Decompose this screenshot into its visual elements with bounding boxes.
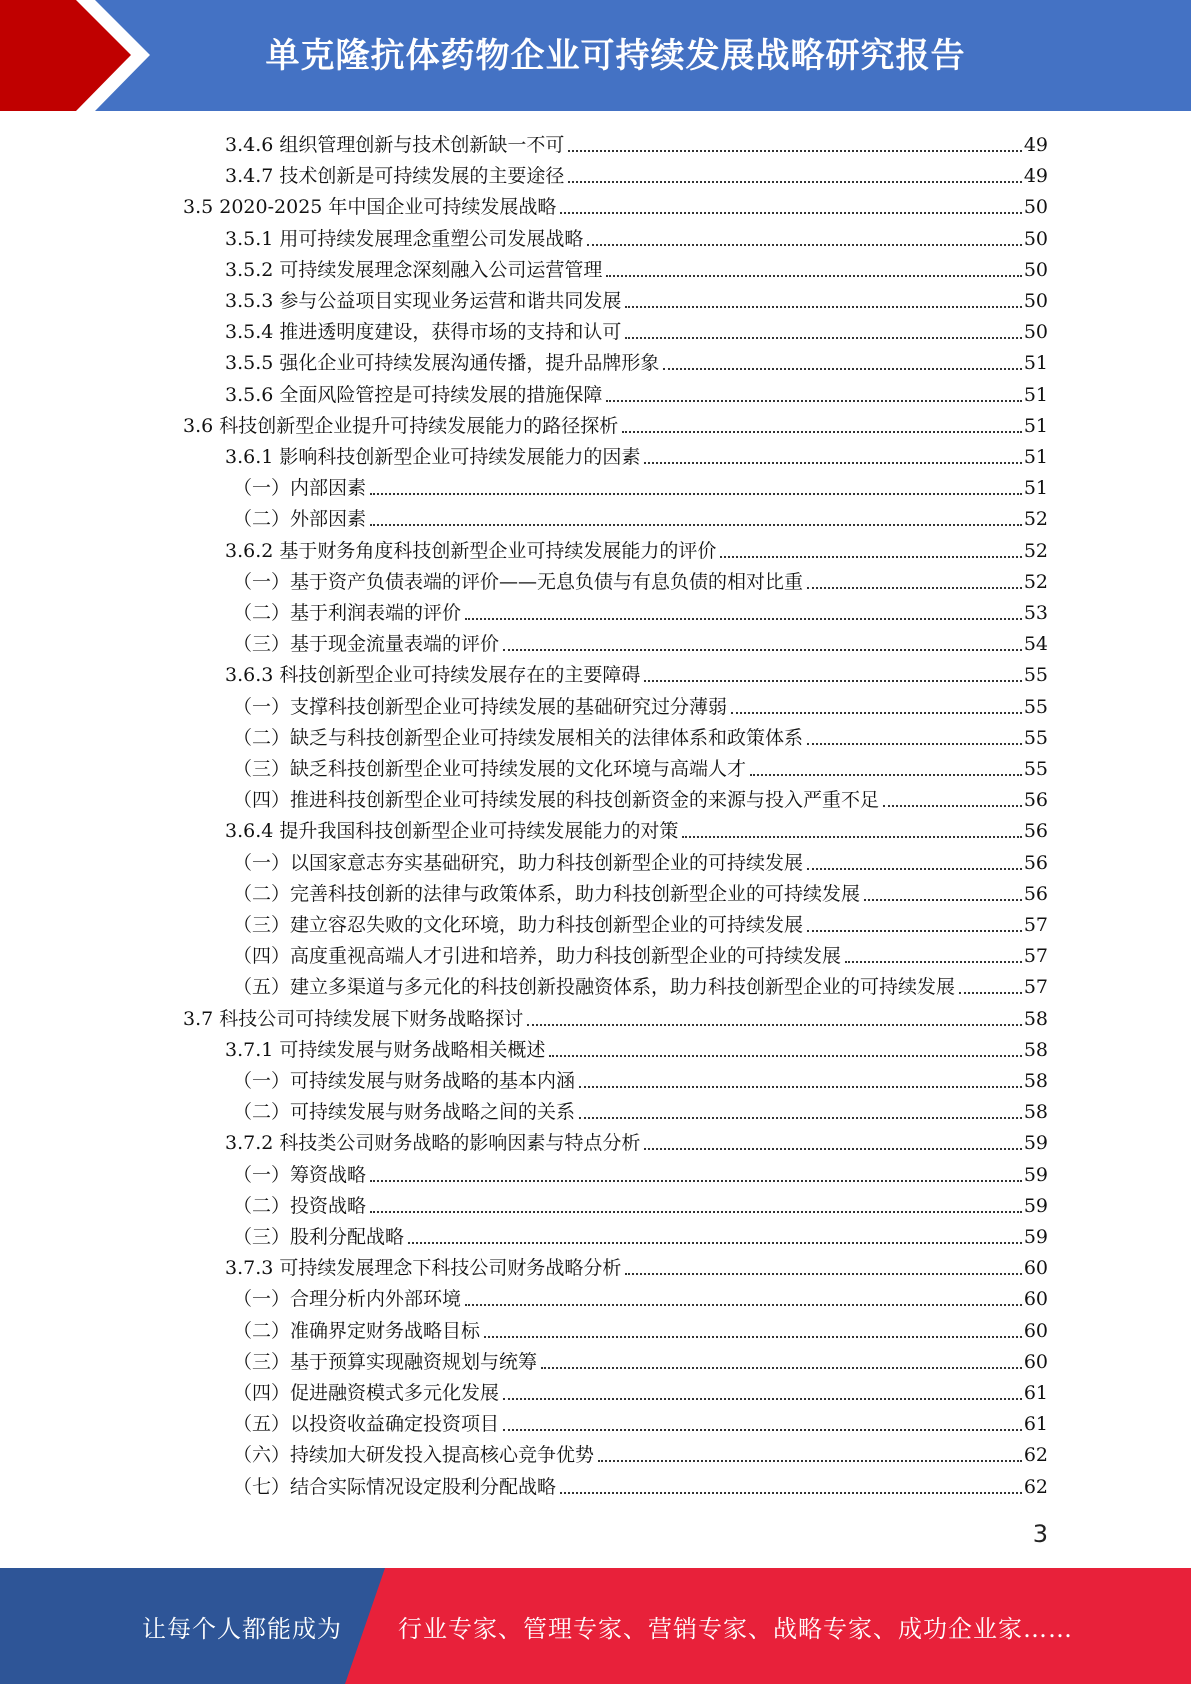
toc-entry-title: 3.5.3 参与公益项目实现业务运营和谐共同发展 [225, 290, 622, 312]
toc-entry[interactable] [225, 282, 1048, 313]
toc-entry-title: （二）投资战略 [233, 1194, 367, 1217]
toc-entry-title: （一）合理分析内外部环境 [233, 1288, 462, 1311]
toc-entry-title: （二）准确界定财务战略目标 [233, 1319, 481, 1342]
toc-entry[interactable] [225, 344, 1048, 375]
toc-entry-title: 3.6.1 影响科技创新型企业可持续发展能力的因素 [225, 446, 641, 468]
toc-dot-leader [959, 992, 1022, 994]
toc-entry-page: 59 [1023, 1132, 1048, 1155]
toc-entry-title: 3.4.7 技术创新是可持续发展的主要途径 [225, 165, 565, 188]
toc-entry-title: （一）可持续发展与财务战略的基本内涵 [233, 1070, 576, 1092]
toc-entry-title: （二）外部因素 [233, 508, 367, 531]
toc-entry-page: 57 [1023, 914, 1048, 936]
toc-entry-title: 3.5.5 强化企业可持续发展沟通传播，提升品牌形象 [225, 352, 660, 375]
toc-entry-title: （四）高度重视高端人才引进和培养，助力科技创新型企业的可持续发展 [233, 945, 842, 968]
toc-entry-page: 55 [1023, 758, 1048, 780]
page-number: 3 [1032, 1520, 1048, 1548]
toc-dot-leader [503, 1429, 1022, 1431]
toc-entry-title: 3.6.2 基于财务角度科技创新型企业可持续发展能力的评价 [225, 539, 717, 562]
toc-entry-page: 50 [1023, 290, 1048, 312]
toc-entry-title: （三）基于现金流量表端的评价 [233, 633, 500, 656]
toc-dot-leader [883, 805, 1022, 807]
toc-entry-page: 58 [1023, 1101, 1048, 1124]
toc-dot-leader [644, 1148, 1021, 1150]
footer-slogan-left: 让每个人都能成为 [142, 1614, 342, 1643]
toc-entry-page: 50 [1023, 321, 1048, 344]
toc-dot-leader [845, 961, 1022, 963]
toc-dot-leader [864, 899, 1022, 901]
toc-entry-page: 52 [1023, 539, 1048, 562]
toc-entry-title: （五）建立多渠道与多元化的科技创新投融资体系，助力科技创新型企业的可持续发展 [233, 976, 956, 999]
toc-entry[interactable] [225, 251, 1048, 282]
toc-dot-leader [625, 1273, 1021, 1275]
page-header [0, 0, 1191, 111]
toc-entry[interactable] [233, 594, 1048, 625]
toc-entry-page: 51 [1023, 446, 1048, 468]
page-footer [0, 1568, 1191, 1684]
toc-entry-page: 60 [1023, 1288, 1048, 1311]
toc-dot-leader [527, 1024, 1022, 1026]
toc-dot-leader [549, 1055, 1021, 1057]
toc-entry[interactable] [233, 688, 1048, 719]
toc-entry[interactable] [233, 1468, 1048, 1499]
toc-entry[interactable] [225, 1031, 1048, 1062]
toc-entry-title: （二）基于利润表端的评价 [233, 602, 462, 624]
toc-entry-page: 56 [1023, 851, 1048, 874]
toc-dot-leader [370, 493, 1022, 495]
toc-entry-title: （六）持续加大研发投入提高核心竞争优势 [233, 1444, 595, 1467]
toc-dot-leader [370, 1211, 1022, 1213]
toc-entry-page: 50 [1023, 196, 1048, 219]
toc-entry[interactable] [233, 1374, 1048, 1405]
toc-dot-leader [682, 836, 1021, 838]
toc-entry-page: 49 [1023, 134, 1048, 156]
toc-entry[interactable] [233, 1218, 1048, 1249]
toc-entry-page: 58 [1023, 1070, 1048, 1092]
toc-entry-page: 55 [1023, 726, 1048, 749]
toc-dot-leader [408, 1242, 1022, 1244]
toc-entry[interactable] [225, 126, 1048, 157]
toc-entry-title: （一）支撑科技创新型企业可持续发展的基础研究过分薄弱 [233, 695, 728, 718]
toc-entry[interactable] [233, 1187, 1048, 1218]
toc-entry[interactable] [225, 157, 1048, 188]
toc-dot-leader [622, 431, 1022, 433]
toc-entry-page: 57 [1023, 976, 1048, 999]
toc-entry-title: 3.7.1 可持续发展与财务战略相关概述 [225, 1038, 546, 1061]
toc-entry[interactable] [225, 812, 1048, 843]
toc-entry-page: 59 [1023, 1194, 1048, 1217]
toc-entry-title: 3.4.6 组织管理创新与技术创新缺一不可 [225, 134, 565, 156]
toc-entry[interactable] [233, 1062, 1048, 1093]
toc-entry[interactable] [233, 906, 1048, 937]
toc-entry[interactable] [225, 1124, 1048, 1155]
toc-dot-leader [484, 1336, 1022, 1338]
toc-entry-title: 3.5.2 可持续发展理念深刻融入公司运营管理 [225, 258, 603, 281]
toc-entry-page: 54 [1023, 633, 1048, 656]
toc-entry-page: 53 [1023, 602, 1048, 624]
toc-entry-page: 62 [1023, 1444, 1048, 1467]
toc-dot-leader [807, 930, 1022, 932]
toc-entry-page: 49 [1023, 165, 1048, 188]
toc-dot-leader [560, 212, 1021, 214]
toc-dot-leader [503, 1398, 1022, 1400]
toc-entry-title: （七）结合实际情况设定股利分配战略 [233, 1475, 557, 1498]
toc-entry-title: （五）以投资收益确定投资项目 [233, 1413, 500, 1436]
toc-dot-leader [644, 462, 1021, 464]
toc-entry-page: 51 [1023, 477, 1048, 500]
toc-entry[interactable] [183, 407, 1048, 438]
toc-entry-title: （一）以国家意志夯实基础研究，助力科技创新型企业的可持续发展 [233, 851, 804, 874]
toc-entry[interactable] [233, 1405, 1048, 1436]
toc-entry-title: （二）缺乏与科技创新型企业可持续发展相关的法律体系和政策体系 [233, 726, 804, 749]
toc-entry[interactable] [225, 1249, 1048, 1280]
toc-dot-leader [568, 150, 1021, 152]
toc-entry-page: 58 [1023, 1007, 1048, 1030]
toc-entry-title: 3.6.4 提升我国科技创新型企业可持续发展能力的对策 [225, 820, 679, 843]
toc-entry-page: 51 [1023, 352, 1048, 375]
toc-entry-page: 57 [1023, 945, 1048, 968]
toc-entry-page: 61 [1023, 1382, 1048, 1404]
toc-entry-page: 55 [1023, 695, 1048, 718]
toc-entry-title: 3.7.3 可持续发展理念下科技公司财务战略分析 [225, 1257, 622, 1280]
toc-entry-page: 50 [1023, 227, 1048, 250]
toc-entry[interactable] [233, 500, 1048, 531]
toc-entry[interactable] [233, 1436, 1048, 1467]
toc-entry-title: 3.5.4 推进透明度建设，获得市场的支持和认可 [225, 321, 622, 344]
toc-entry[interactable] [233, 1156, 1048, 1187]
toc-entry[interactable] [233, 1343, 1048, 1374]
toc-entry-title: 3.6 科技创新型企业提升可持续发展能力的路径探析 [183, 414, 619, 437]
toc-entry-title: 3.5.1 用可持续发展理念重塑公司发展战略 [225, 227, 584, 250]
toc-entry[interactable] [233, 1312, 1048, 1343]
toc-dot-leader [625, 306, 1021, 308]
toc-dot-leader [587, 244, 1021, 246]
toc-entry-title: （三）缺乏科技创新型企业可持续发展的文化环境与高端人才 [233, 758, 747, 780]
toc-entry-title: 3.7.2 科技类公司财务战略的影响因素与特点分析 [225, 1132, 641, 1155]
toc-dot-leader [606, 275, 1021, 277]
toc-entry-title: 3.6.3 科技创新型企业可持续发展存在的主要障碍 [225, 664, 641, 687]
toc-dot-leader [568, 181, 1021, 183]
toc-entry-page: 51 [1023, 414, 1048, 437]
toc-entry[interactable] [233, 563, 1048, 594]
toc-dot-leader [720, 556, 1021, 558]
toc-entry[interactable] [233, 750, 1048, 781]
toc-entry[interactable] [225, 376, 1048, 407]
toc-entry-page: 60 [1023, 1319, 1048, 1342]
toc-entry-title: （四）推进科技创新型企业可持续发展的科技创新资金的来源与投入严重不足 [233, 789, 880, 812]
toc-entry-page: 61 [1023, 1413, 1048, 1436]
toc-dot-leader [503, 649, 1022, 651]
toc-entry[interactable] [183, 1000, 1048, 1031]
toc-entry[interactable] [233, 937, 1048, 968]
toc-entry-title: （三）基于预算实现融资规划与统筹 [233, 1350, 538, 1373]
toc-dot-leader [579, 1117, 1022, 1119]
toc-entry-page: 59 [1023, 1226, 1048, 1248]
toc-entry-page: 50 [1023, 258, 1048, 281]
toc-dot-leader [598, 1460, 1022, 1462]
toc-entry-page: 56 [1023, 882, 1048, 905]
toc-entry[interactable] [233, 1280, 1048, 1311]
toc-entry[interactable] [233, 968, 1048, 999]
toc-dot-leader [807, 868, 1022, 870]
toc-entry-page: 62 [1023, 1475, 1048, 1498]
toc-entry[interactable] [233, 875, 1048, 906]
toc-entry-title: （一）内部因素 [233, 477, 367, 500]
toc-entry-page: 51 [1023, 383, 1048, 406]
toc-entry-title: （三）建立容忍失败的文化环境，助力科技创新型企业的可持续发展 [233, 914, 804, 936]
toc-entry-title: （二）完善科技创新的法律与政策体系，助力科技创新型企业的可持续发展 [233, 882, 861, 905]
toc-entry-page: 52 [1023, 570, 1048, 593]
toc-dot-leader [750, 774, 1022, 776]
toc-dot-leader [807, 587, 1022, 589]
toc-dot-leader [807, 743, 1022, 745]
toc-entry-page: 56 [1023, 789, 1048, 812]
toc-entry[interactable] [233, 469, 1048, 500]
toc-dot-leader [560, 1492, 1022, 1494]
toc-entry[interactable] [233, 625, 1048, 656]
toc-dot-leader [541, 1367, 1022, 1369]
toc-dot-leader [606, 400, 1021, 402]
toc-entry-page: 60 [1023, 1350, 1048, 1373]
toc-entry-page: 52 [1023, 508, 1048, 531]
toc-entry[interactable] [225, 220, 1048, 251]
toc-entry-page: 58 [1023, 1038, 1048, 1061]
toc-entry-title: （三）股利分配战略 [233, 1226, 405, 1248]
toc-entry-page: 60 [1023, 1257, 1048, 1280]
toc-entry-title: （二）可持续发展与财务战略之间的关系 [233, 1101, 576, 1124]
toc-dot-leader [663, 368, 1021, 370]
toc-entry-page: 59 [1023, 1163, 1048, 1186]
toc-dot-leader [644, 680, 1021, 682]
toc-entry[interactable] [225, 313, 1048, 344]
toc-dot-leader [625, 337, 1021, 339]
toc-dot-leader [731, 712, 1022, 714]
toc-entry[interactable] [233, 844, 1048, 875]
toc-entry[interactable] [233, 719, 1048, 750]
toc-entry-page: 56 [1023, 820, 1048, 843]
toc-dot-leader [370, 524, 1022, 526]
toc-entry-title: 3.5 2020-2025 年中国企业可持续发展战略 [183, 196, 557, 219]
toc-dot-leader [370, 1180, 1022, 1182]
toc-dot-leader [579, 1086, 1022, 1088]
toc-entry-page: 55 [1023, 664, 1048, 687]
toc-entry-title: （四）促进融资模式多元化发展 [233, 1382, 500, 1404]
toc-entry[interactable] [225, 438, 1048, 469]
toc-entry-title: （一）基于资产负债表端的评价——无息负债与有息负债的相对比重 [233, 570, 804, 593]
toc-entry-title: （一）筹资战略 [233, 1163, 367, 1186]
toc-dot-leader [465, 618, 1022, 620]
toc-dot-leader [465, 1304, 1022, 1306]
toc-entry[interactable] [233, 1093, 1048, 1124]
toc-entry[interactable] [233, 781, 1048, 812]
toc-entry[interactable] [225, 656, 1048, 687]
toc-entry-title: 3.5.6 全面风险管控是可持续发展的措施保障 [225, 383, 603, 406]
document-title: 单克隆抗体药物企业可持续发展战略研究报告 [265, 35, 966, 76]
footer-slogan-right: 行业专家、管理专家、营销专家、战略专家、成功企业家…… [398, 1614, 1073, 1643]
toc-entry-title: 3.7 科技公司可持续发展下财务战略探讨 [183, 1007, 524, 1030]
toc-entry[interactable] [225, 532, 1048, 563]
toc-entry[interactable] [183, 188, 1048, 219]
